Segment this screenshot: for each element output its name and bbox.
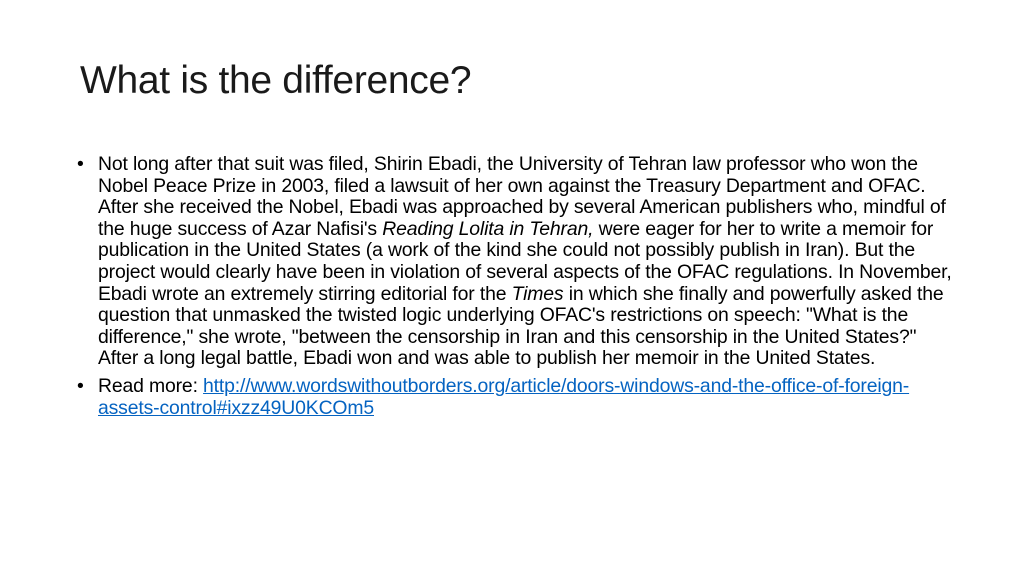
book-title: Reading Lolita in Tehran,	[382, 217, 594, 240]
read-more-label: Read more:	[98, 374, 204, 397]
bullet-item-ebadi	[77, 154, 957, 370]
bullet-text	[98, 375, 909, 419]
slide-title: What is the difference?	[80, 59, 472, 102]
text-segment: were eager for her to write a memoir for publication in the United States (a work of the kind she could not possibly publish in Iran). But the project would clearly have been in violation of several aspects of the OFAC regulations. In November, Ebadi wrote an extremely stirring editorial for the	[98, 217, 952, 305]
bullet-marker: •	[77, 153, 84, 175]
bullet-list	[77, 154, 957, 425]
newspaper-title: Times	[511, 282, 564, 305]
bullet-text	[98, 153, 952, 369]
text-segment: in which she finally and powerfully asked the question that unmasked the twisted logic underlying OFAC's restrictions on speech: "What is the difference," she wrote, "between the censorship in Iran and this censorship in the United States?" After a long legal battle, Ebadi won and was able to publish her memoir in the United States.	[98, 282, 944, 370]
source-link[interactable]: http://www.wordswithoutborders.org/article/doors-windows-and-the-office-of-foreign-assets-control#ixzz49U0KCOm5	[98, 374, 910, 419]
bullet-marker: •	[77, 374, 84, 397]
bullet-item-read-more	[77, 376, 957, 419]
text-segment: Not long after that suit was filed, Shirin Ebadi, the University of Tehran law professor who won the Nobel Peace Prize in 2003, filed a lawsuit of her own against the Treasury Department and OFAC. After she received the Nobel, Ebadi was approached by several American publishers who, mindful of the huge success of Azar Nafisi's	[98, 153, 946, 240]
